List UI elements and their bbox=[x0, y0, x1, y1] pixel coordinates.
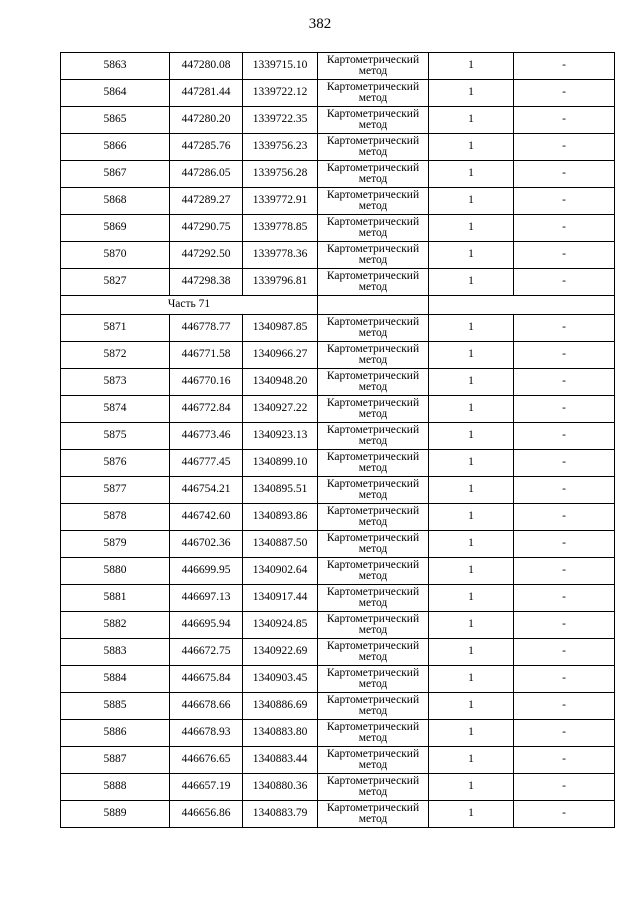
method-line-1: Картометрический bbox=[326, 242, 420, 255]
note-cell: - bbox=[514, 531, 615, 558]
method-cell bbox=[318, 585, 429, 612]
point-number-cell: 5827 bbox=[61, 269, 170, 296]
point-number-cell: 5883 bbox=[61, 639, 170, 666]
table-row bbox=[61, 315, 615, 342]
method-line-1: Картометрический bbox=[326, 315, 420, 328]
method-cell bbox=[318, 774, 429, 801]
accuracy-cell: 1 bbox=[429, 80, 514, 107]
accuracy-cell: 1 bbox=[429, 242, 514, 269]
note-cell: - bbox=[514, 342, 615, 369]
method-cell bbox=[318, 693, 429, 720]
accuracy-cell: 1 bbox=[429, 558, 514, 585]
table-row bbox=[61, 134, 615, 161]
method-line-2: метод bbox=[358, 489, 388, 501]
method-line-1: Картометрический bbox=[326, 801, 420, 814]
method-line-2: метод bbox=[358, 597, 388, 609]
method-cell bbox=[318, 612, 429, 639]
page-number: 382 bbox=[308, 16, 332, 32]
point-number-cell: 5885 bbox=[61, 693, 170, 720]
y-coordinate-cell: 1339756.28 bbox=[243, 161, 318, 188]
method-line-2: метод bbox=[358, 624, 388, 636]
note-cell: - bbox=[514, 269, 615, 296]
method-line-1: Картометрический bbox=[326, 423, 420, 436]
table-row bbox=[61, 161, 615, 188]
method-line-2: метод bbox=[358, 732, 388, 744]
method-line-2: метод bbox=[358, 435, 388, 447]
note-cell: - bbox=[514, 720, 615, 747]
method-cell bbox=[318, 558, 429, 585]
x-coordinate-cell: 446699.95 bbox=[170, 558, 243, 585]
accuracy-cell: 1 bbox=[429, 396, 514, 423]
y-coordinate-cell: 1340883.44 bbox=[243, 747, 318, 774]
y-coordinate-cell: 1340923.13 bbox=[243, 423, 318, 450]
x-coordinate-cell: 446742.60 bbox=[170, 504, 243, 531]
y-coordinate-cell: 1339778.85 bbox=[243, 215, 318, 242]
accuracy-cell: 1 bbox=[429, 450, 514, 477]
point-number-cell: 5875 bbox=[61, 423, 170, 450]
method-line-1: Картометрический bbox=[326, 134, 420, 147]
note-cell: - bbox=[514, 450, 615, 477]
table-row bbox=[61, 396, 615, 423]
table-row bbox=[61, 342, 615, 369]
note-cell: - bbox=[514, 612, 615, 639]
accuracy-cell: 1 bbox=[429, 774, 514, 801]
point-number-cell: 5889 bbox=[61, 801, 170, 828]
y-coordinate-cell: 1339778.36 bbox=[243, 242, 318, 269]
accuracy-cell: 1 bbox=[429, 585, 514, 612]
coordinates-table bbox=[60, 52, 615, 828]
point-number-cell: 5879 bbox=[61, 531, 170, 558]
method-cell bbox=[318, 80, 429, 107]
method-line-1: Картометрический bbox=[326, 639, 420, 652]
method-line-2: метод bbox=[358, 786, 388, 798]
table-row bbox=[61, 585, 615, 612]
method-cell bbox=[318, 450, 429, 477]
accuracy-cell: 1 bbox=[429, 315, 514, 342]
point-number-cell: 5888 bbox=[61, 774, 170, 801]
table-row bbox=[61, 450, 615, 477]
method-line-2: метод bbox=[358, 570, 388, 582]
x-coordinate-cell: 446678.66 bbox=[170, 693, 243, 720]
method-line-2: метод bbox=[358, 516, 388, 528]
y-coordinate-cell: 1340924.85 bbox=[243, 612, 318, 639]
method-line-1: Картометрический bbox=[326, 215, 420, 228]
method-line-2: метод bbox=[358, 381, 388, 393]
note-cell: - bbox=[514, 801, 615, 828]
x-coordinate-cell: 447290.75 bbox=[170, 215, 243, 242]
table-row bbox=[61, 693, 615, 720]
accuracy-cell: 1 bbox=[429, 747, 514, 774]
x-coordinate-cell: 447286.05 bbox=[170, 161, 243, 188]
x-coordinate-cell: 447280.08 bbox=[170, 53, 243, 80]
note-cell: - bbox=[514, 693, 615, 720]
y-coordinate-cell: 1340987.85 bbox=[243, 315, 318, 342]
method-cell bbox=[318, 477, 429, 504]
y-coordinate-cell: 1340893.86 bbox=[243, 504, 318, 531]
table-row bbox=[61, 242, 615, 269]
note-cell: - bbox=[514, 107, 615, 134]
method-cell bbox=[318, 801, 429, 828]
method-line-1: Картометрический bbox=[326, 477, 420, 490]
x-coordinate-cell: 446678.93 bbox=[170, 720, 243, 747]
table-row bbox=[61, 107, 615, 134]
method-line-2: метод bbox=[358, 200, 388, 212]
note-cell: - bbox=[514, 504, 615, 531]
method-cell bbox=[318, 504, 429, 531]
note-cell: - bbox=[514, 585, 615, 612]
method-line-1: Картометрический bbox=[326, 80, 420, 93]
note-cell: - bbox=[514, 315, 615, 342]
part-header-row bbox=[61, 296, 615, 315]
accuracy-cell: 1 bbox=[429, 504, 514, 531]
note-cell: - bbox=[514, 774, 615, 801]
x-coordinate-cell: 446656.86 bbox=[170, 801, 243, 828]
coordinates-table-body bbox=[61, 53, 615, 828]
method-cell bbox=[318, 747, 429, 774]
x-coordinate-cell: 447298.38 bbox=[170, 269, 243, 296]
method-cell bbox=[318, 107, 429, 134]
method-cell bbox=[318, 666, 429, 693]
method-line-1: Картометрический bbox=[326, 504, 420, 517]
table-row bbox=[61, 639, 615, 666]
x-coordinate-cell: 446772.84 bbox=[170, 396, 243, 423]
accuracy-cell: 1 bbox=[429, 720, 514, 747]
accuracy-cell: 1 bbox=[429, 531, 514, 558]
y-coordinate-cell: 1340880.36 bbox=[243, 774, 318, 801]
note-cell: - bbox=[514, 666, 615, 693]
method-line-2: метод bbox=[358, 462, 388, 474]
x-coordinate-cell: 446657.19 bbox=[170, 774, 243, 801]
table-row bbox=[61, 423, 615, 450]
method-cell bbox=[318, 423, 429, 450]
table-row bbox=[61, 215, 615, 242]
point-number-cell: 5882 bbox=[61, 612, 170, 639]
y-coordinate-cell: 1339796.81 bbox=[243, 269, 318, 296]
accuracy-cell: 1 bbox=[429, 342, 514, 369]
method-cell bbox=[318, 720, 429, 747]
method-line-1: Картометрический bbox=[326, 342, 420, 355]
note-cell: - bbox=[514, 80, 615, 107]
table-row bbox=[61, 53, 615, 80]
point-number-cell: 5865 bbox=[61, 107, 170, 134]
method-line-2: метод bbox=[358, 173, 388, 185]
accuracy-cell: 1 bbox=[429, 161, 514, 188]
y-coordinate-cell: 1340917.44 bbox=[243, 585, 318, 612]
y-coordinate-cell: 1340922.69 bbox=[243, 639, 318, 666]
method-cell bbox=[318, 396, 429, 423]
note-cell: - bbox=[514, 242, 615, 269]
x-coordinate-cell: 446675.84 bbox=[170, 666, 243, 693]
method-cell bbox=[318, 639, 429, 666]
y-coordinate-cell: 1340902.64 bbox=[243, 558, 318, 585]
method-line-2: метод bbox=[358, 327, 388, 339]
point-number-cell: 5863 bbox=[61, 53, 170, 80]
method-cell bbox=[318, 315, 429, 342]
point-number-cell: 5880 bbox=[61, 558, 170, 585]
note-cell: - bbox=[514, 477, 615, 504]
point-number-cell: 5878 bbox=[61, 504, 170, 531]
note-cell: - bbox=[514, 188, 615, 215]
accuracy-cell: 1 bbox=[429, 188, 514, 215]
table-row bbox=[61, 369, 615, 396]
method-line-2: метод bbox=[358, 354, 388, 366]
table-row bbox=[61, 666, 615, 693]
table-row bbox=[61, 747, 615, 774]
x-coordinate-cell: 446676.65 bbox=[170, 747, 243, 774]
y-coordinate-cell: 1340966.27 bbox=[243, 342, 318, 369]
method-line-2: метод bbox=[358, 543, 388, 555]
point-number-cell: 5876 bbox=[61, 450, 170, 477]
y-coordinate-cell: 1339715.10 bbox=[243, 53, 318, 80]
accuracy-cell: 1 bbox=[429, 269, 514, 296]
x-coordinate-cell: 446697.13 bbox=[170, 585, 243, 612]
method-cell bbox=[318, 215, 429, 242]
method-line-1: Картометрический bbox=[326, 747, 420, 760]
method-line-2: метод bbox=[358, 705, 388, 717]
method-line-1: Картометрический bbox=[326, 585, 420, 598]
y-coordinate-cell: 1340948.20 bbox=[243, 369, 318, 396]
method-line-1: Картометрический bbox=[326, 369, 420, 382]
method-line-1: Картометрический bbox=[326, 612, 420, 625]
method-line-2: метод bbox=[358, 65, 388, 77]
x-coordinate-cell: 447280.20 bbox=[170, 107, 243, 134]
method-line-2: метод bbox=[358, 678, 388, 690]
method-line-2: метод bbox=[358, 408, 388, 420]
point-number-cell: 5874 bbox=[61, 396, 170, 423]
method-line-2: метод bbox=[358, 759, 388, 771]
point-number-cell: 5867 bbox=[61, 161, 170, 188]
x-coordinate-cell: 446771.58 bbox=[170, 342, 243, 369]
note-cell: - bbox=[514, 558, 615, 585]
x-coordinate-cell: 446773.46 bbox=[170, 423, 243, 450]
method-line-2: метод bbox=[358, 281, 388, 293]
method-line-2: метод bbox=[358, 119, 388, 131]
table-row bbox=[61, 188, 615, 215]
table-row bbox=[61, 80, 615, 107]
table-row bbox=[61, 269, 615, 296]
point-number-cell: 5864 bbox=[61, 80, 170, 107]
method-cell bbox=[318, 188, 429, 215]
y-coordinate-cell: 1340895.51 bbox=[243, 477, 318, 504]
method-line-2: метод bbox=[358, 227, 388, 239]
method-line-1: Картометрический bbox=[326, 720, 420, 733]
table-row bbox=[61, 612, 615, 639]
y-coordinate-cell: 1340899.10 bbox=[243, 450, 318, 477]
table-row bbox=[61, 801, 615, 828]
x-coordinate-cell: 446702.36 bbox=[170, 531, 243, 558]
method-line-2: метод bbox=[358, 813, 388, 825]
y-coordinate-cell: 1339756.23 bbox=[243, 134, 318, 161]
method-cell bbox=[318, 269, 429, 296]
point-number-cell: 5870 bbox=[61, 242, 170, 269]
method-cell bbox=[318, 134, 429, 161]
x-coordinate-cell: 447292.50 bbox=[170, 242, 243, 269]
x-coordinate-cell: 446672.75 bbox=[170, 639, 243, 666]
accuracy-cell: 1 bbox=[429, 215, 514, 242]
table-row bbox=[61, 558, 615, 585]
method-line-2: метод bbox=[358, 146, 388, 158]
table-row bbox=[61, 504, 615, 531]
method-cell bbox=[318, 531, 429, 558]
note-cell: - bbox=[514, 215, 615, 242]
method-line-2: метод bbox=[358, 651, 388, 663]
note-cell: - bbox=[514, 53, 615, 80]
method-line-1: Картометрический bbox=[326, 107, 420, 120]
table-row bbox=[61, 477, 615, 504]
point-number-cell: 5873 bbox=[61, 369, 170, 396]
note-cell: - bbox=[514, 423, 615, 450]
method-line-1: Картометрический bbox=[326, 269, 420, 282]
note-cell: - bbox=[514, 747, 615, 774]
accuracy-cell: 1 bbox=[429, 423, 514, 450]
method-line-1: Картометрический bbox=[326, 666, 420, 679]
y-coordinate-cell: 1340883.79 bbox=[243, 801, 318, 828]
method-line-1: Картометрический bbox=[326, 53, 420, 66]
accuracy-cell: 1 bbox=[429, 477, 514, 504]
x-coordinate-cell: 446754.21 bbox=[170, 477, 243, 504]
method-line-1: Картометрический bbox=[326, 161, 420, 174]
method-line-1: Картометрический bbox=[326, 774, 420, 787]
point-number-cell: 5872 bbox=[61, 342, 170, 369]
point-number-cell: 5881 bbox=[61, 585, 170, 612]
part-label: Часть 71 bbox=[61, 296, 318, 315]
point-number-cell: 5884 bbox=[61, 666, 170, 693]
x-coordinate-cell: 446778.77 bbox=[170, 315, 243, 342]
method-line-2: метод bbox=[358, 254, 388, 266]
x-coordinate-cell: 446695.94 bbox=[170, 612, 243, 639]
point-number-cell: 5887 bbox=[61, 747, 170, 774]
method-line-1: Картометрический bbox=[326, 693, 420, 706]
y-coordinate-cell: 1340927.22 bbox=[243, 396, 318, 423]
table-row bbox=[61, 720, 615, 747]
table-row bbox=[61, 774, 615, 801]
method-cell bbox=[318, 342, 429, 369]
accuracy-cell: 1 bbox=[429, 107, 514, 134]
accuracy-cell: 1 bbox=[429, 639, 514, 666]
y-coordinate-cell: 1339772.91 bbox=[243, 188, 318, 215]
x-coordinate-cell: 446770.16 bbox=[170, 369, 243, 396]
method-line-1: Картометрический bbox=[326, 531, 420, 544]
accuracy-cell: 1 bbox=[429, 801, 514, 828]
y-coordinate-cell: 1340883.80 bbox=[243, 720, 318, 747]
method-line-1: Картометрический bbox=[326, 396, 420, 409]
method-line-1: Картометрический bbox=[326, 450, 420, 463]
note-cell: - bbox=[514, 369, 615, 396]
note-cell: - bbox=[514, 134, 615, 161]
y-coordinate-cell: 1340887.50 bbox=[243, 531, 318, 558]
x-coordinate-cell: 447281.44 bbox=[170, 80, 243, 107]
method-cell bbox=[318, 53, 429, 80]
point-number-cell: 5877 bbox=[61, 477, 170, 504]
accuracy-cell: 1 bbox=[429, 612, 514, 639]
accuracy-cell: 1 bbox=[429, 369, 514, 396]
part-empty-cell bbox=[429, 296, 615, 315]
accuracy-cell: 1 bbox=[429, 693, 514, 720]
method-line-1: Картометрический bbox=[326, 188, 420, 201]
point-number-cell: 5868 bbox=[61, 188, 170, 215]
point-number-cell: 5866 bbox=[61, 134, 170, 161]
x-coordinate-cell: 447289.27 bbox=[170, 188, 243, 215]
accuracy-cell: 1 bbox=[429, 134, 514, 161]
y-coordinate-cell: 1340903.45 bbox=[243, 666, 318, 693]
accuracy-cell: 1 bbox=[429, 53, 514, 80]
accuracy-cell: 1 bbox=[429, 666, 514, 693]
note-cell: - bbox=[514, 639, 615, 666]
method-cell bbox=[318, 369, 429, 396]
table-row bbox=[61, 531, 615, 558]
part-empty-cell bbox=[318, 296, 429, 315]
x-coordinate-cell: 446777.45 bbox=[170, 450, 243, 477]
y-coordinate-cell: 1340886.69 bbox=[243, 693, 318, 720]
point-number-cell: 5886 bbox=[61, 720, 170, 747]
x-coordinate-cell: 447285.76 bbox=[170, 134, 243, 161]
y-coordinate-cell: 1339722.12 bbox=[243, 80, 318, 107]
method-cell bbox=[318, 161, 429, 188]
method-line-1: Картометрический bbox=[326, 558, 420, 571]
method-cell bbox=[318, 242, 429, 269]
note-cell: - bbox=[514, 161, 615, 188]
method-line-2: метод bbox=[358, 92, 388, 104]
point-number-cell: 5869 bbox=[61, 215, 170, 242]
point-number-cell: 5871 bbox=[61, 315, 170, 342]
y-coordinate-cell: 1339722.35 bbox=[243, 107, 318, 134]
note-cell: - bbox=[514, 396, 615, 423]
